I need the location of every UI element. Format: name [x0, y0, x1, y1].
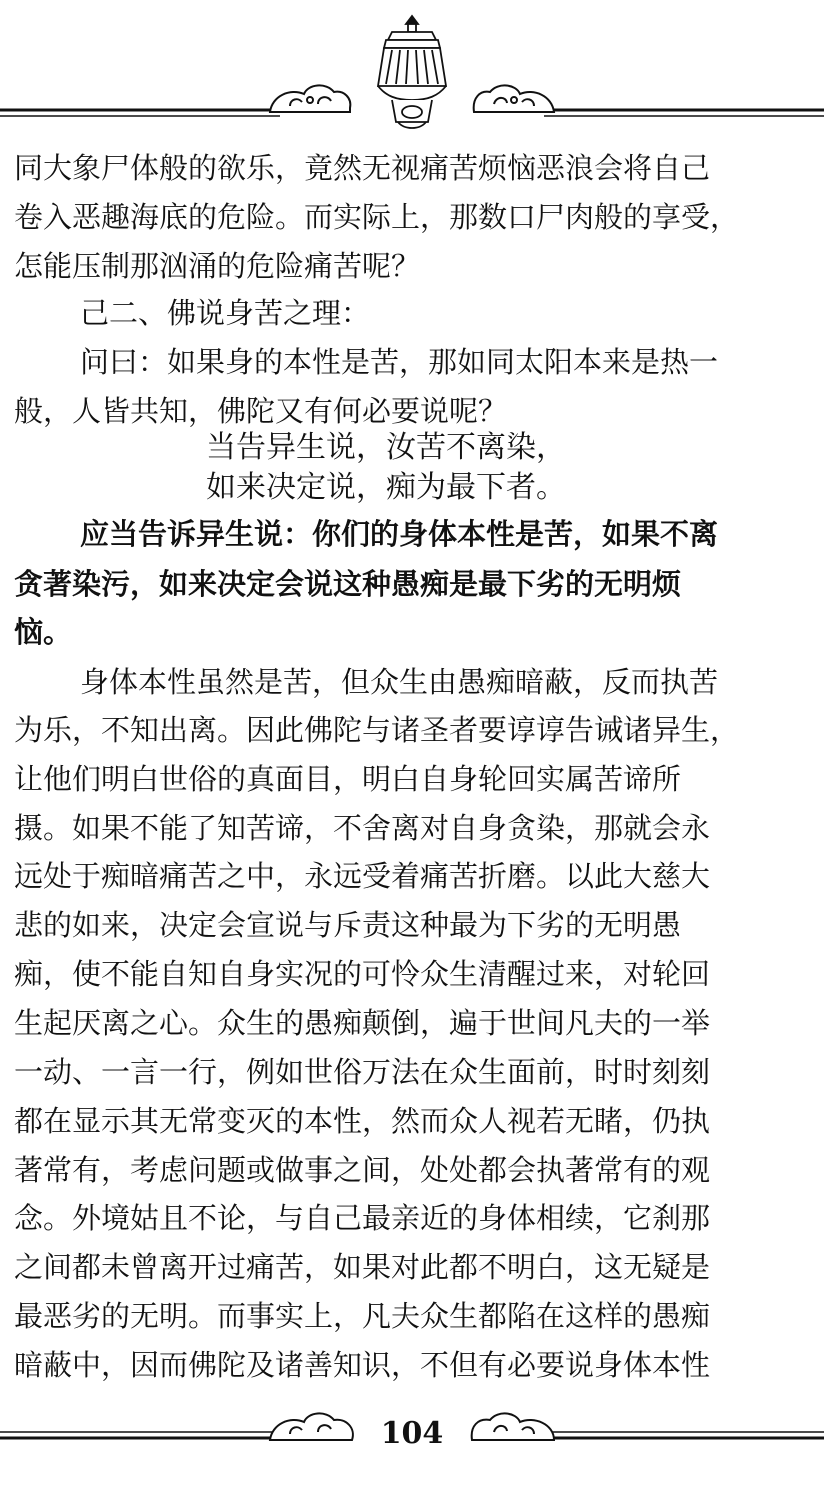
commentary-line: 应当告诉异生说：你们的身体本性是苦，如果不离	[80, 517, 719, 551]
footer-rule-right	[544, 1432, 824, 1438]
text-line: 生起厌离之心。众生的愚痴颠倒，遍于世间凡夫的一举	[14, 1006, 711, 1040]
text-line: 暗蔽中，因而佛陀及诸善知识，不但有必要说身体本性	[14, 1348, 711, 1382]
text-line: 痴，使不能自知自身实况的可怜众生清醒过来，对轮回	[14, 957, 711, 991]
text-line: 摄。如果不能了知苦谛，不舍离对自身贪染，那就会永	[14, 811, 711, 845]
text-line: 怎能压制那汹涌的危险痛苦呢？	[14, 249, 421, 283]
text-line: 悲的如来，决定会宣说与斥责这种最为下劣的无明愚	[14, 908, 682, 942]
cloud-right-icon	[472, 1413, 554, 1440]
text-line: 一动、一言一行，例如世俗万法在众生面前，时时刻刻	[14, 1055, 711, 1089]
text-line: 远处于痴暗痛苦之中，永远受着痛苦折磨。以此大慈大	[14, 859, 711, 893]
cloud-left-icon	[270, 85, 350, 112]
question-line: 般，人皆共知，佛陀又有何必要说呢？	[14, 394, 508, 428]
commentary-line: 恼。	[14, 615, 73, 649]
cloud-left-icon	[270, 1413, 353, 1440]
text-line: 著常有，考虑问题或做事之间，处处都会执著常有的观	[14, 1153, 711, 1187]
text-line: 卷入恶趣海底的危险。而实际上，那数口尸肉般的享受，	[14, 200, 740, 234]
cloud-right-icon	[474, 85, 554, 112]
header-ornament	[0, 0, 824, 140]
text-line: 最恶劣的无明。而事实上，凡夫众生都陷在这样的愚痴	[14, 1299, 711, 1333]
question-line: 问曰：如果身的本性是苦，那如同太阳本来是热一	[80, 345, 719, 379]
text-line: 同大象尸体般的欲乐，竟然无视痛苦烦恼恶浪会将自己	[14, 151, 711, 185]
text-line: 念。外境姑且不论，与自己最亲近的身体相续，它刹那	[14, 1201, 711, 1235]
text-line: 都在显示其无常变灭的本性，然而众人视若无睹，仍执	[14, 1104, 711, 1138]
text-line: 让他们明白世俗的真面目，明白自身轮回实属苦谛所	[14, 762, 682, 796]
footer-rule-left	[0, 1432, 280, 1438]
header-rule-left	[0, 110, 280, 116]
header-rule-right	[544, 110, 824, 116]
text-line: 为乐，不知出离。因此佛陀与诸圣者要谆谆告诫诸异生，	[14, 713, 740, 747]
commentary-line: 贪著染污，如来决定会说这种愚痴是最下劣的无明烦	[14, 567, 682, 601]
text-line: 之间都未曾离开过痛苦，如果对此都不明白，这无疑是	[14, 1250, 711, 1284]
stupa-umbrella-icon	[378, 16, 446, 128]
text-line: 身体本性虽然是苦，但众生由愚痴暗蔽，反而执苦	[80, 665, 719, 699]
section-heading: 己二、佛说身苦之理：	[80, 296, 371, 330]
page-number: 104	[380, 1416, 444, 1451]
verse-line: 如来决定说，痴为最下者。	[206, 470, 566, 505]
verse-line: 当告异生说，汝苦不离染，	[206, 430, 566, 465]
